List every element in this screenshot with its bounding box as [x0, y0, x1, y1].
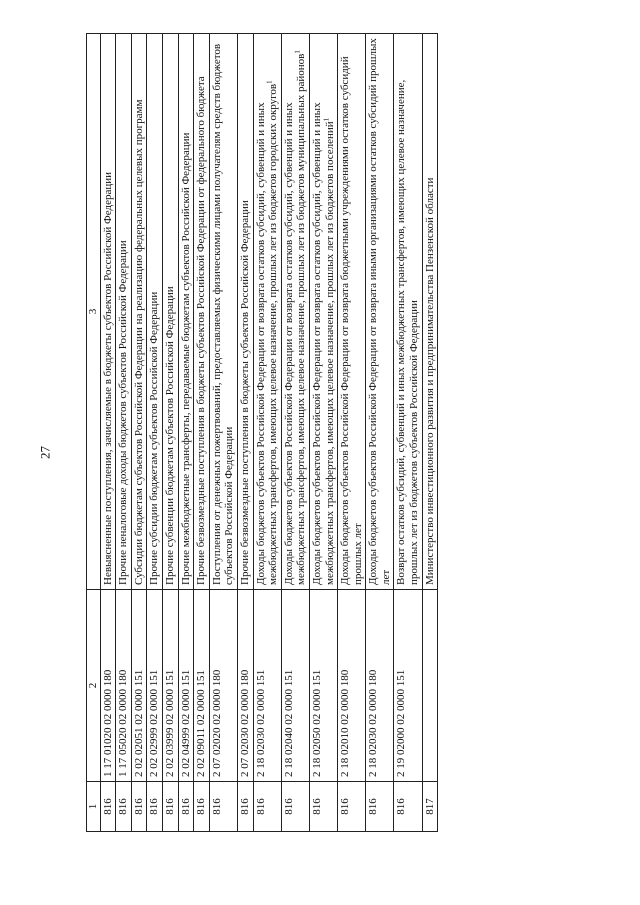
revenue-name-cell — [366, 34, 394, 590]
table-row — [209, 34, 237, 832]
revenue-code-cell: 2 02 02051 02 0000 151 — [131, 590, 147, 782]
revenue-name-cell — [209, 34, 237, 590]
admin-code-cell: 816 — [209, 782, 237, 832]
revenue-code-cell: 2 02 03999 02 0000 151 — [162, 590, 178, 782]
revenue-name-cell — [281, 34, 309, 590]
revenue-code-cell: 2 19 02000 02 0000 151 — [394, 590, 422, 782]
revenue-code-cell: 2 07 02020 02 0000 180 — [209, 590, 237, 782]
revenue-name-text: Доходы бюджетов субъектов Российской Федерации от возврата остатков субсидий, субвенций и иных межбюджетных трансфертов, имеющих целевое назначение, прошлых лет из бюджетов муниципальных районов — [282, 53, 308, 585]
revenue-name-text: Прочие безвозмездные поступления в бюджеты субъектов Российской Федерации от федерального бюджета — [195, 76, 208, 585]
revenue-name-text: Доходы бюджетов субъектов Российской Федерации от возврата остатков субсидий, субвенций и иных межбюджетных трансфертов, имеющих целевое назначение, прошлых лет из бюджетов поселений — [310, 102, 336, 585]
revenue-name-cell — [194, 34, 210, 590]
table-row — [237, 34, 253, 832]
revenue-name-text: Прочие безвозмездные поступления в бюджеты субъектов Российской Федерации — [238, 200, 251, 585]
revenue-name-cell — [131, 34, 147, 590]
admin-code-cell: 816 — [194, 782, 210, 832]
admin-code-cell: 816 — [366, 782, 394, 832]
revenue-name-cell — [147, 34, 163, 590]
admin-code-cell: 816 — [147, 782, 163, 832]
revenue-classification-table — [86, 33, 438, 832]
column-header-1: 1 — [87, 782, 101, 832]
revenue-name-text: Субсидии бюджетам субъектов Российской Федерации на реализацию федеральных целевых программ — [132, 99, 145, 585]
column-number-header-row — [87, 34, 101, 832]
revenue-code-cell: 2 18 02040 02 0000 151 — [281, 590, 309, 782]
revenue-name-text: Доходы бюджетов субъектов Российской Федерации от возврата иными организациями остатков субсидий прошлых лет — [367, 38, 392, 585]
table-row — [116, 34, 132, 832]
revenue-name-cell — [253, 34, 281, 590]
revenue-code-cell: 2 18 02010 02 0000 180 — [338, 590, 366, 782]
admin-code-cell: 816 — [309, 782, 337, 832]
footnote-mark: 1 — [321, 117, 330, 122]
revenue-code-cell: 2 18 02030 02 0000 180 — [366, 590, 394, 782]
revenue-code-cell: 2 18 02030 02 0000 151 — [253, 590, 281, 782]
admin-code-cell: 816 — [178, 782, 194, 832]
revenue-name-cell — [338, 34, 366, 590]
admin-code-cell: 816 — [162, 782, 178, 832]
revenue-code-cell: 2 18 02050 02 0000 151 — [309, 590, 337, 782]
table-row — [178, 34, 194, 832]
revenue-name-cell — [309, 34, 337, 590]
revenue-name-cell — [237, 34, 253, 590]
revenue-name-cell — [422, 34, 438, 590]
page-number: 27 — [37, 446, 53, 459]
revenue-code-cell: 1 17 01020 02 0000 180 — [100, 590, 116, 782]
footnote-mark: 1 — [293, 50, 302, 54]
table-row — [253, 34, 281, 832]
revenue-name-text: Невыясненные поступления, зачисляемые в бюджеты субъектов Российской Федерации — [101, 172, 114, 585]
revenue-code-cell: 2 02 02999 02 0000 151 — [147, 590, 163, 782]
revenue-name-text: Поступления от денежных пожертвований, предоставляемых физическими лицами получателям средств бюджетов субъектов Российской Федерации — [210, 43, 236, 585]
admin-code-cell: 816 — [131, 782, 147, 832]
revenue-code-cell: 2 07 02030 02 0000 180 — [237, 590, 253, 782]
table-row — [281, 34, 309, 832]
table-row — [100, 34, 116, 832]
admin-code-cell: 817 — [422, 782, 438, 832]
column-header-2: 2 — [87, 590, 101, 782]
revenue-name-cell — [178, 34, 194, 590]
table-row — [131, 34, 147, 832]
admin-code-cell: 816 — [116, 782, 132, 832]
admin-code-cell: 816 — [281, 782, 309, 832]
table-row — [394, 34, 422, 832]
revenue-name-text: Возврат остатков субсидий, субвенций и иных межбюджетных трансфертов, имеющих целевое назначение, прошлых лет из бюджетов субъектов Российской Федерации — [395, 79, 421, 585]
table-row — [422, 34, 438, 832]
admin-code-cell: 816 — [253, 782, 281, 832]
revenue-name-cell — [394, 34, 422, 590]
table-body — [100, 34, 438, 832]
admin-code-cell: 816 — [394, 782, 422, 832]
table-row — [366, 34, 394, 832]
revenue-code-cell: 2 02 09011 02 0000 151 — [194, 590, 210, 782]
revenue-name-text: Доходы бюджетов субъектов Российской Федерации от возврата остатков субсидий, субвенций и иных межбюджетных трансфертов, имеющих целевое назначение, прошлых лет из бюджетов городских округов — [254, 83, 280, 585]
revenue-code-cell — [422, 590, 438, 782]
footnote-mark: 1 — [265, 80, 274, 84]
revenue-name-cell — [100, 34, 116, 590]
rotated-table-wrapper — [86, 34, 546, 832]
revenue-name-cell — [162, 34, 178, 590]
admin-code-cell: 816 — [100, 782, 116, 832]
revenue-code-cell: 1 17 05020 02 0000 180 — [116, 590, 132, 782]
revenue-code-cell: 2 02 04999 02 0000 151 — [178, 590, 194, 782]
table-row — [147, 34, 163, 832]
table-row — [309, 34, 337, 832]
column-header-3: 3 — [87, 34, 101, 590]
revenue-name-cell — [116, 34, 132, 590]
revenue-name-text: Прочие субвенции бюджетам субъектов Российской Федерации — [163, 286, 176, 585]
table-row — [162, 34, 178, 832]
revenue-name-text: Прочие субсидии бюджетам субъектов Российской Федерации — [148, 291, 161, 585]
table-row — [338, 34, 366, 832]
revenue-name-text: Прочие межбюджетные трансферты, передаваемые бюджетам субъектов Российской Федерации — [179, 132, 192, 585]
revenue-name-text: Министерство инвестиционного развития и предпринимательства Пензенской области — [423, 177, 436, 585]
admin-code-cell: 816 — [237, 782, 253, 832]
revenue-name-text: Доходы бюджетов субъектов Российской Федерации от возврата бюджетными учреждениями остатков субсидий прошлых лет — [339, 56, 364, 585]
admin-code-cell: 816 — [338, 782, 366, 832]
revenue-name-text: Прочие неналоговые доходы бюджетов субъектов Российской Федерации — [117, 240, 130, 585]
table-row — [194, 34, 210, 832]
